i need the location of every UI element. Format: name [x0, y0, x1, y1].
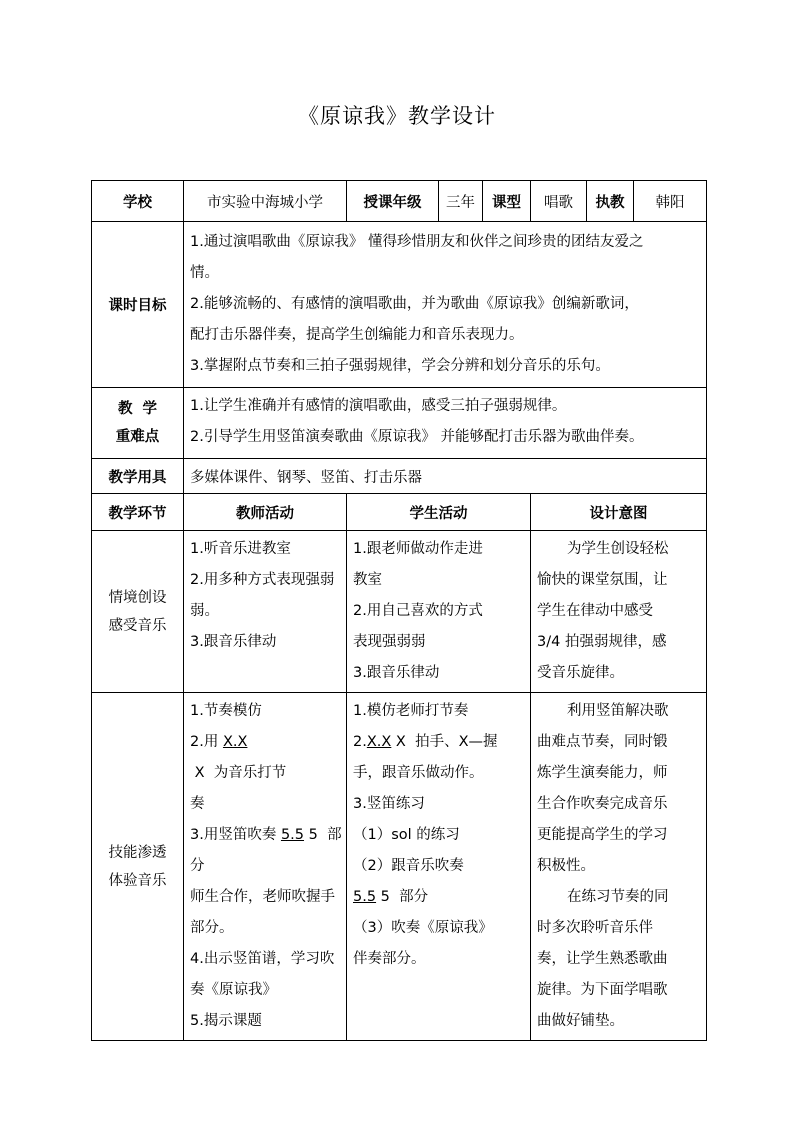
stage-row-1	[92, 531, 707, 693]
grade-label: 授课年级	[347, 181, 439, 222]
activity-line: 手，跟音乐做动作。	[353, 765, 484, 781]
activity-line: 5.揭示课题	[190, 1013, 262, 1029]
intent-line: 积极性。	[537, 858, 595, 874]
activity-line: 2.用自己喜欢的方式	[353, 603, 483, 619]
activity-line	[353, 727, 526, 758]
text: 5 部	[304, 827, 342, 843]
teacher-label: 执教	[587, 181, 634, 222]
focus-label	[92, 388, 184, 459]
activity-line	[190, 820, 342, 851]
intent-line: 生合作吹奏完成音乐	[537, 796, 668, 812]
text: X 为音乐打节	[190, 765, 287, 781]
goals-content	[184, 222, 707, 388]
activity-line: 1.节奏模仿	[190, 703, 262, 719]
intent-line: 时多次聆听音乐伴	[537, 920, 653, 936]
goal-line: 3.掌握附点节奏和三拍子强弱规律，学会分辨和划分音乐的乐句。	[190, 358, 610, 374]
rhythm-notation: X.X	[222, 734, 248, 750]
intent-line: 3/4 拍强弱规律，感	[537, 634, 667, 650]
text: 5 部分	[376, 889, 429, 905]
column-header-row	[92, 494, 707, 531]
intent-line: 在练习节奏的同	[567, 889, 669, 905]
activity-line: 弱。	[190, 603, 219, 619]
activity-line: 3.竖笛练习	[353, 796, 425, 812]
goal-line: 2.能够流畅的、有感情的演唱歌曲，并为歌曲《原谅我》创编新歌词，	[190, 296, 639, 312]
stage-2-name	[92, 693, 184, 1041]
stage-name-line: 体验音乐	[108, 872, 167, 889]
activity-line: 4.出示竖笛谱，学习吹	[190, 951, 335, 967]
focus-line: 2.引导学生用竖笛演奏歌曲《原谅我》 并能够配打击乐器为歌曲伴奏。	[190, 429, 644, 445]
stage-1-student	[347, 531, 531, 693]
focus-label-line: 重难点	[115, 429, 160, 445]
activity-line: （1）sol 的练习	[353, 827, 460, 843]
col-stage: 教学环节	[92, 494, 184, 531]
col-student: 学生活动	[347, 494, 531, 531]
stage-2-intent	[531, 693, 707, 1041]
stage-1-name	[92, 531, 184, 693]
goals-row	[92, 222, 707, 388]
goal-line: 1.通过演唱歌曲《原谅我》 懂得珍惜朋友和伙伴之间珍贵的团结友爱之	[190, 234, 644, 250]
activity-line: 部分。	[190, 920, 234, 936]
intent-line: 炼学生演奏能力，师	[537, 765, 668, 781]
activity-line	[353, 882, 526, 913]
type-value: 唱歌	[531, 181, 587, 222]
stage-name-line: 感受音乐	[108, 617, 167, 634]
type-label: 课型	[483, 181, 531, 222]
text: 2.用	[190, 734, 223, 750]
activity-line: 教室	[353, 572, 382, 588]
focus-label-line: 教 学	[117, 401, 158, 417]
tools-value: 多媒体课件、钢琴、竖笛、打击乐器	[184, 459, 707, 494]
grade-value: 三年	[439, 181, 483, 222]
stage-1-teacher	[184, 531, 347, 693]
focus-line: 1.让学生准确并有感情的演唱歌曲，感受三拍子强弱规律。	[190, 398, 567, 414]
activity-line: 奏	[190, 796, 205, 812]
info-row	[92, 181, 707, 222]
page-title: 《原谅我》教学设计	[298, 104, 496, 128]
activity-line: 1.跟老师做动作走进	[353, 541, 483, 557]
stage-2-teacher	[184, 693, 347, 1041]
intent-line: 利用竖笛解决歌	[567, 703, 669, 719]
activity-line: （2）跟音乐吹奏	[353, 858, 464, 874]
activity-line: 分	[190, 858, 205, 874]
intent-line: 为学生创设轻松	[567, 541, 669, 557]
stage-row-2	[92, 693, 707, 1041]
activity-line	[190, 727, 342, 789]
note-notation: 5.5	[353, 889, 377, 905]
intent-line: 受音乐旋律。	[537, 665, 624, 681]
activity-line: 1.听音乐进教室	[190, 541, 291, 557]
intent-line: 学生在律动中感受	[537, 603, 653, 619]
lesson-plan-table	[91, 180, 707, 1041]
school-label: 学校	[92, 181, 184, 222]
note-notation: 5.5	[280, 827, 305, 843]
activity-line: 师生合作，老师吹握手	[190, 889, 335, 905]
rhythm-notation: X.X	[366, 734, 392, 750]
stage-name-line: 情境创设	[108, 589, 167, 606]
text: 2.	[353, 734, 367, 750]
activity-line: 3.跟音乐律动	[353, 665, 440, 681]
focus-content	[184, 388, 707, 459]
activity-line: 1.模仿老师打节奏	[353, 703, 469, 719]
activity-line: 2.用多种方式表现强弱	[190, 572, 335, 588]
stage-1-intent	[531, 531, 707, 693]
activity-line: 伴奏部分。	[353, 951, 426, 967]
col-intent: 设计意图	[531, 494, 707, 531]
stage-name-line: 技能渗透	[108, 844, 167, 861]
intent-line: 愉快的课堂氛围，让	[537, 572, 668, 588]
intent-line: 曲难点节奏，同时锻	[537, 734, 668, 750]
goal-line: 配打击乐器伴奏，提高学生创编能力和音乐表现力。	[190, 327, 524, 343]
intent-line: 更能提高学生的学习	[537, 827, 668, 843]
goals-label: 课时目标	[92, 222, 184, 388]
activity-line: 奏《原谅我》	[190, 982, 277, 998]
school-value: 市实验中海城小学	[184, 181, 347, 222]
teacher-value: 韩阳	[634, 181, 707, 222]
goal-line: 情。	[190, 265, 219, 281]
intent-line: 旋律。为下面学唱歌	[537, 982, 668, 998]
text: X 拍手、X—握	[391, 734, 498, 750]
col-teacher: 教师活动	[184, 494, 347, 531]
intent-line: 奏，让学生熟悉歌曲	[537, 951, 668, 967]
stage-2-student	[347, 693, 531, 1041]
tools-label: 教学用具	[92, 459, 184, 494]
activity-line: （3）吹奏《原谅我》	[353, 920, 493, 936]
activity-line: 表现强弱弱	[353, 634, 426, 650]
activity-line: 3.跟音乐律动	[190, 634, 277, 650]
intent-line: 曲做好铺垫。	[537, 1013, 624, 1029]
tools-row	[92, 459, 707, 494]
text: 3.用竖笛吹奏	[190, 827, 281, 843]
focus-row	[92, 388, 707, 459]
